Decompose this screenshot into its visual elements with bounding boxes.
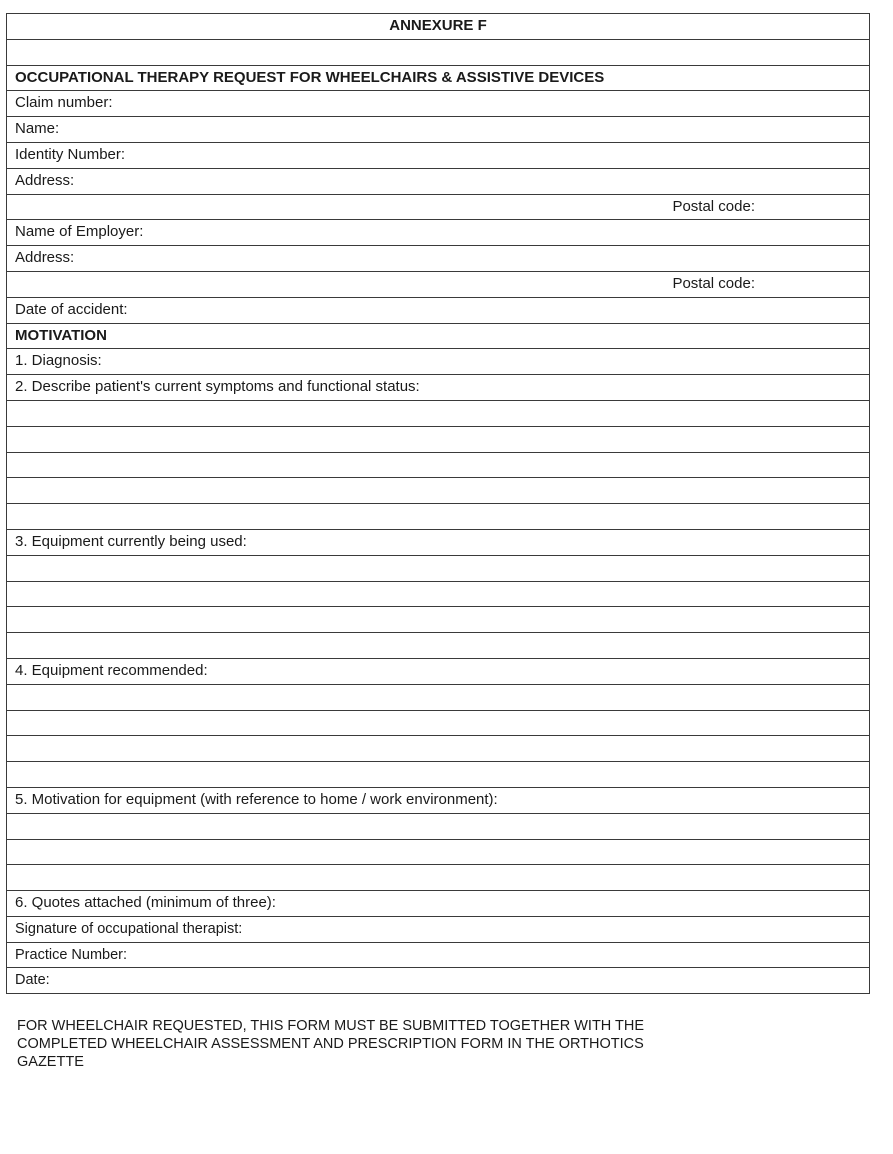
form-blank-line[interactable] (7, 504, 869, 530)
form-blank-line[interactable] (7, 401, 869, 427)
form-field-label: Practice Number: (7, 943, 869, 969)
form-blank-line[interactable] (7, 453, 869, 479)
form-blank-line[interactable] (7, 556, 869, 582)
form-blank-line[interactable] (7, 762, 869, 788)
form-blank-line[interactable] (7, 478, 869, 504)
form-blank-line[interactable] (7, 865, 869, 891)
form-blank-line[interactable] (7, 582, 869, 608)
form-field-label: Postal code: (7, 272, 869, 298)
form-blank-line[interactable] (7, 685, 869, 711)
section-heading-motivation: MOTIVATION (7, 324, 869, 350)
form-field-label: Address: (7, 169, 869, 195)
annexure-f-form-table (6, 13, 870, 994)
form-title: ANNEXURE F (7, 14, 869, 40)
form-field-label: Claim number: (7, 91, 869, 117)
form-field-label: 6. Quotes attached (minimum of three): (7, 891, 869, 917)
form-field-label: Postal code: (7, 195, 869, 221)
form-field-label: Identity Number: (7, 143, 869, 169)
form-field-label: 3. Equipment currently being used: (7, 530, 869, 556)
form-blank-line[interactable] (7, 607, 869, 633)
form-blank-line[interactable] (7, 736, 869, 762)
form-field-label: Address: (7, 246, 869, 272)
form-field-label: Signature of occupational therapist: (7, 917, 869, 943)
form-field-label: 5. Motivation for equipment (with reference to home / work environment): (7, 788, 869, 814)
submission-note (17, 1017, 877, 1071)
form-field-label: 2. Describe patient's current symptoms and functional status: (7, 375, 869, 401)
form-blank-line[interactable] (7, 840, 869, 866)
form-field-label: 1. Diagnosis: (7, 349, 869, 375)
form-blank-line[interactable] (7, 427, 869, 453)
form-blank-line[interactable] (7, 711, 869, 737)
submission-note-line: FOR WHEELCHAIR REQUESTED, THIS FORM MUST BE SUBMITTED TOGETHER WITH THE (17, 1018, 645, 1034)
form-blank-line[interactable] (7, 633, 869, 659)
submission-note-line: COMPLETED WHEELCHAIR ASSESSMENT AND PRESCRIPTION FORM IN THE ORTHOTICS (17, 1036, 644, 1052)
form-field-label: Date: (7, 968, 869, 994)
form-field-label: Name: (7, 117, 869, 143)
form-field-label: Date of accident: (7, 298, 869, 324)
form-heading: OCCUPATIONAL THERAPY REQUEST FOR WHEELCHAIRS & ASSISTIVE DEVICES (7, 66, 869, 92)
form-field-label: 4. Equipment recommended: (7, 659, 869, 685)
submission-note-line: GAZETTE (17, 1054, 84, 1070)
form-blank-line[interactable] (7, 40, 869, 66)
form-field-label: Name of Employer: (7, 220, 869, 246)
form-blank-line[interactable] (7, 814, 869, 840)
